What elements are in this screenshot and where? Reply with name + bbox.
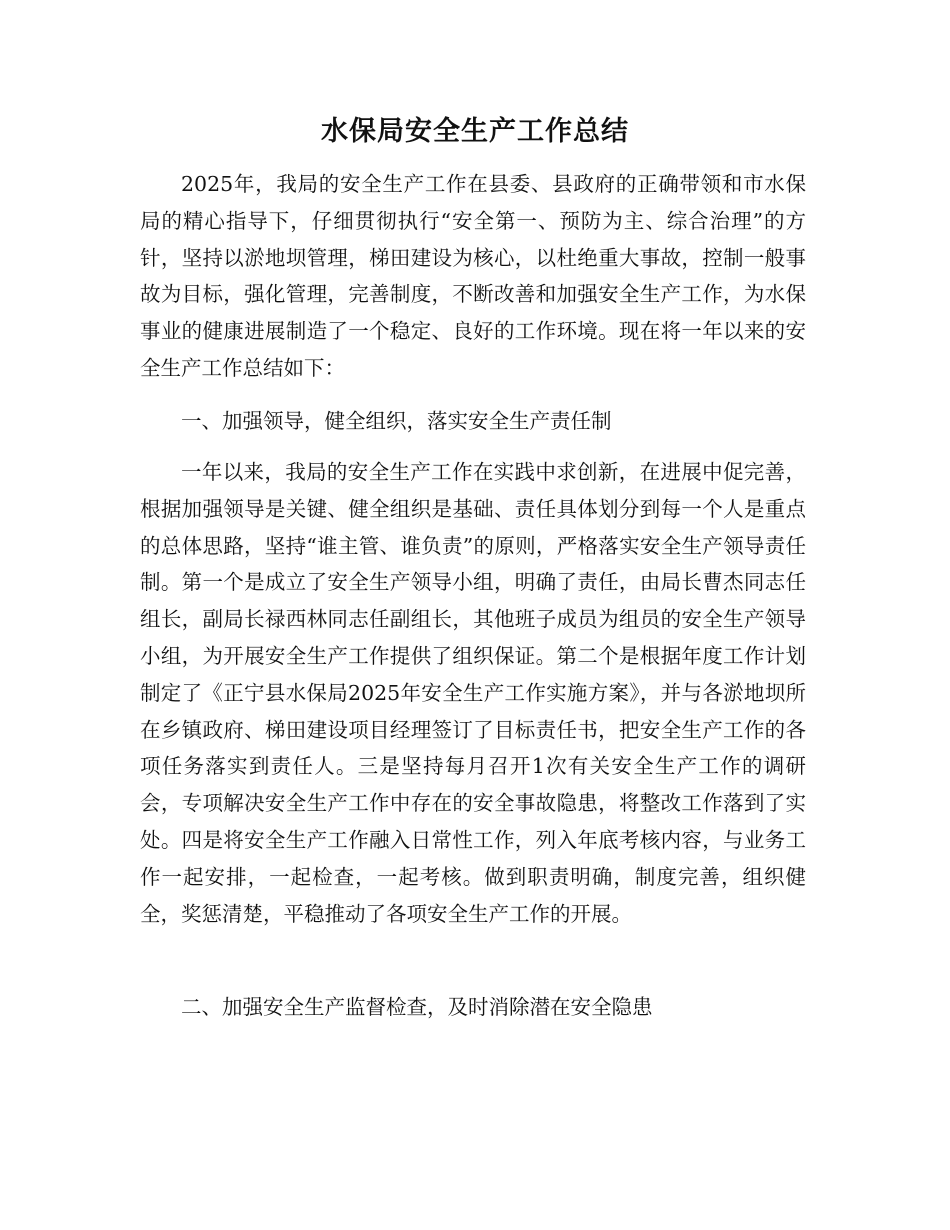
document-title: 水保局安全生产工作总结 bbox=[321, 116, 629, 147]
section-heading-1: 一、加强领导，健全组织，落实安全生产责任制 bbox=[181, 409, 612, 433]
intro-paragraph: 2025年，我局的安全生产工作在县委、县政府的正确带领和市水保局的精心指导下，仔细贯彻执行“安全第一、预防为主、综合治理”的方针，坚持以淤地坝管理，梯田建设为核心，以杜绝重大事故，控制一般事故为目标，强化管理，完善制度，不断改善和加强安全生产工作，为水保事业的健康进展制造了一个稳定、良好的工作环境。现在将一年以来的安全生产工作总结如下： bbox=[140, 172, 806, 380]
section-1-paragraph: 一年以来，我局的安全生产工作在实践中求创新，在进展中促完善，根据加强领导是关键、健全组织是基础、责任具体划分到每一个人是重点的总体思路，坚持“谁主管、谁负责”的原则，严格落实安全生产领导责任制。第一个是成立了安全生产领导小组，明确了责任，由局长曹杰同志任组长，副局长禄西林同志任副组长，其他班子成员为组员的安全生产领导小组，为开展安全生产工作提供了组织保证。第二个是根据年度工作计划制定了《正宁县水保局2025年安全生产工作实施方案》，并与各淤地坝所在乡镇政府、梯田建设项目经理签订了目标责任书，把安全生产工作的各项任务落实到责任人。三是坚持每月召开1次有关安全生产工作的调研会，专项解决安全生产工作中存在的安全事故隐患，将整改工作落到了实处。四是将安全生产工作融入日常性工作，列入年底考核内容，与业务工作一起安排，一起检查，一起考核。做到职责明确，制度完善，组织健全，奖惩清楚，平稳推动了各项安全生产工作的开展。 bbox=[140, 460, 806, 926]
section-heading-2: 二、加强安全生产监督检查，及时消除潜在安全隐患 bbox=[181, 995, 653, 1019]
